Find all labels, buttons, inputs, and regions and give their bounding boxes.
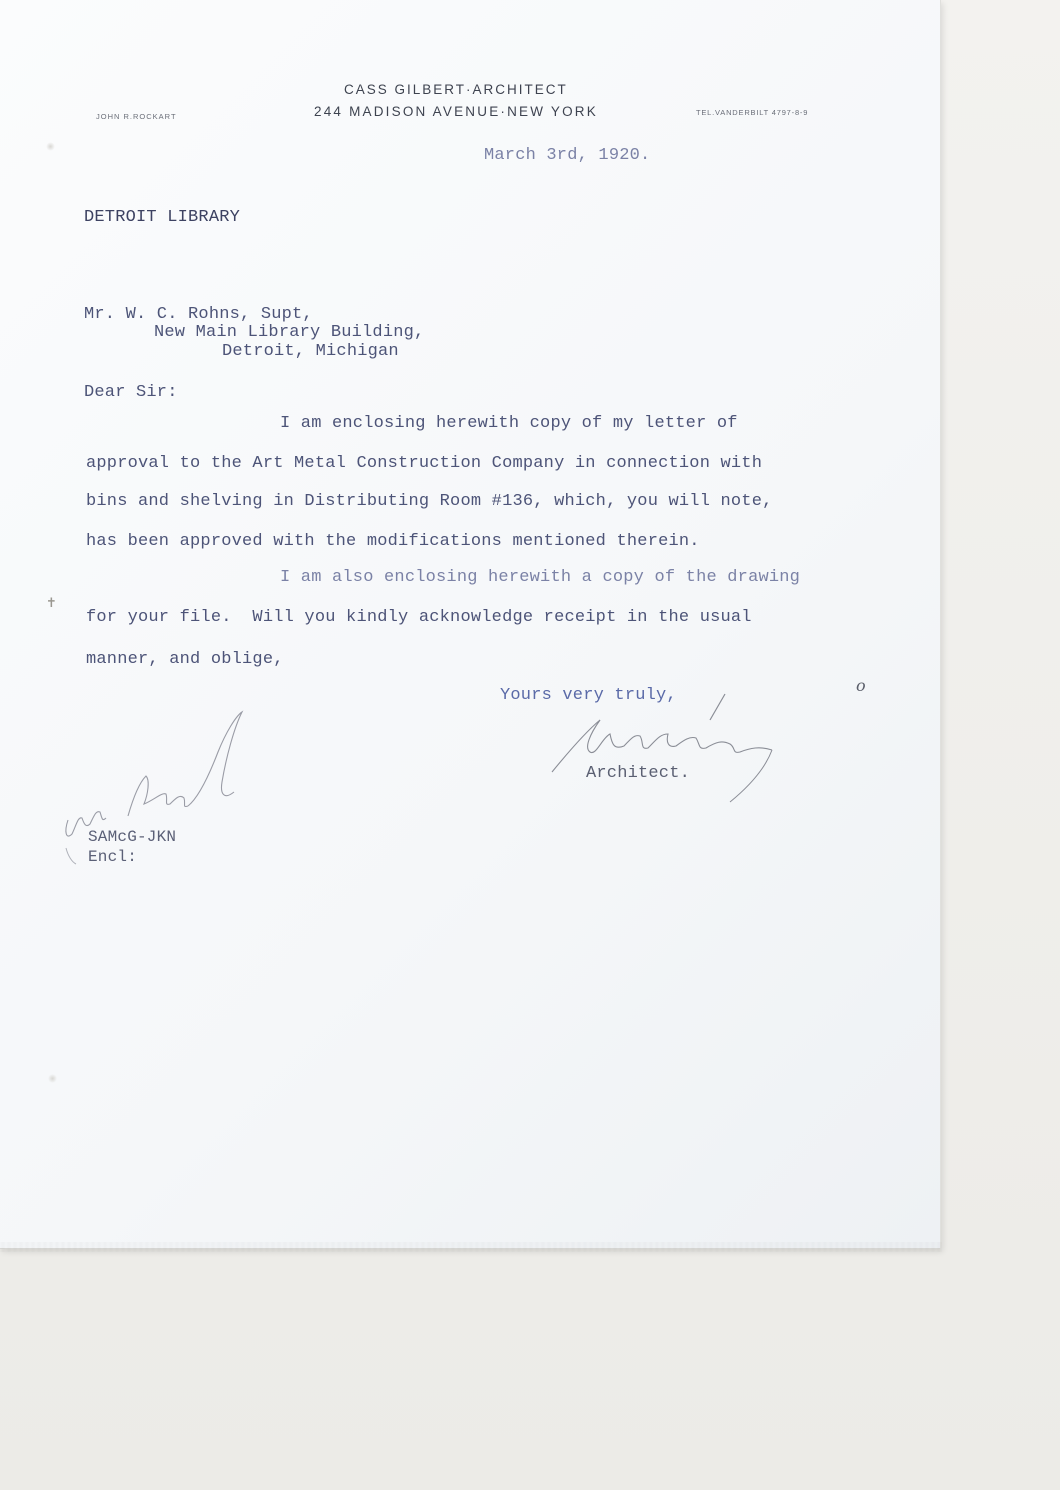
letterhead-associate: JOHN R.ROCKART: [96, 112, 177, 121]
punch-hole-bottom: [48, 1074, 57, 1083]
body-line: bins and shelving in Distributing Room #136, which, you will note,: [86, 492, 773, 511]
letter-subject: DETROIT LIBRARY: [84, 208, 241, 227]
letter-date: March 3rd, 1920.: [484, 146, 651, 165]
punch-hole-top: [46, 142, 55, 151]
recipient-line-building: New Main Library Building,: [154, 323, 425, 342]
pin-mark-middle: ✝: [46, 596, 57, 611]
margin-mark: o: [856, 676, 866, 695]
body-line: has been approved with the modifications mentioned therein.: [86, 532, 700, 551]
body-line: I am enclosing herewith copy of my letter of: [280, 414, 738, 433]
body-line: approval to the Art Metal Construction Company in connection with: [86, 454, 763, 473]
salutation: Dear Sir:: [84, 383, 178, 402]
body-line: for your file. Will you kindly acknowledge receipt in the usual: [86, 608, 752, 627]
recipient-line-city: Detroit, Michigan: [222, 342, 399, 361]
letterhead-telephone: TEL.VANDERBILT 4797-8-9: [696, 108, 809, 117]
body-line: I am also enclosing herewith a copy of the drawing: [280, 568, 801, 587]
architect-signature: [540, 690, 790, 810]
sheet-torn-edge: [0, 1242, 942, 1252]
complimentary-closing: Yours very truly,: [500, 686, 677, 705]
letterhead-address: 244 MADISON AVENUE·NEW YORK: [314, 104, 598, 119]
reference-initials: SAMcG-JKN: [88, 828, 177, 846]
letterhead-firm: CASS GILBERT·ARCHITECT: [344, 82, 568, 97]
signature-title: Architect.: [586, 764, 691, 783]
recipient-line-name: Mr. W. C. Rohns, Supt,: [84, 305, 313, 324]
enclosure-note: Encl:: [88, 848, 138, 866]
body-line: manner, and oblige,: [86, 650, 284, 669]
